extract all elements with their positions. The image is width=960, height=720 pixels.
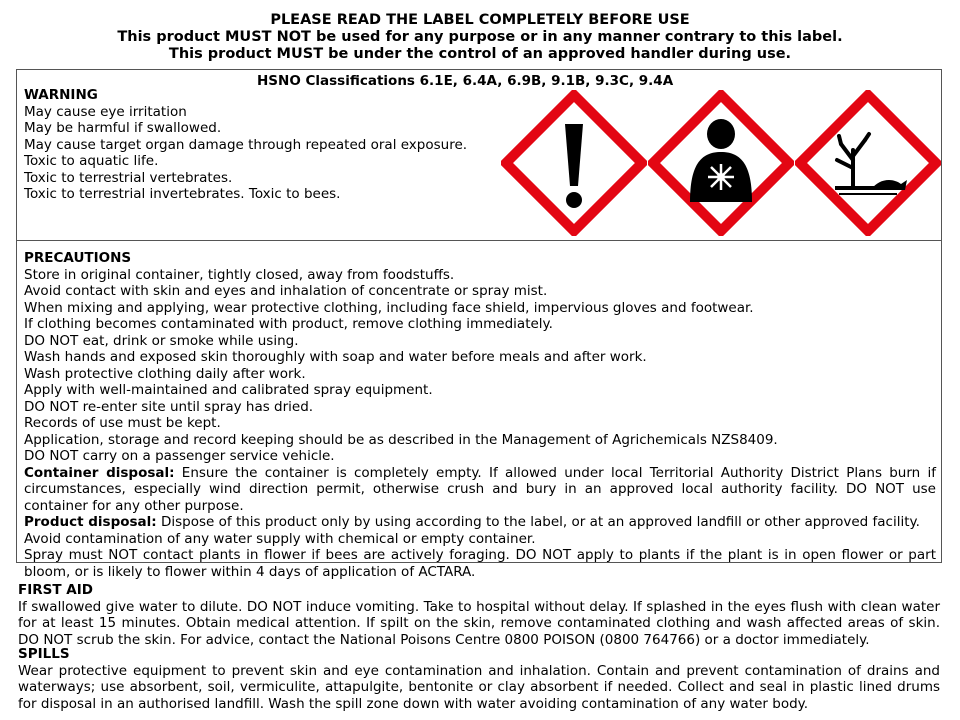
first-aid-section bbox=[18, 582, 940, 648]
precautions-box bbox=[16, 241, 942, 580]
container-disposal bbox=[24, 465, 936, 515]
precaution-line: DO NOT eat, drink or smoke while using. bbox=[24, 332, 299, 349]
precautions-section bbox=[24, 250, 936, 580]
precautions-title: PRECAUTIONS bbox=[24, 250, 132, 266]
precaution-line: Avoid contamination of any water supply with chemical or empty container. bbox=[24, 530, 536, 547]
first-aid-text: If swallowed give water to dilute. DO NOT induce vomiting. Take to hospital without delay. If splashed in the eyes flush with clean water for at least 15 minutes. Obtain medical attention. If spilt on the skin, remove contaminated clothing and wash affected areas of skin. DO NOT scrub the skin. For advice, contact the National Poisons Centre 0800 POISON (0800 764766) or a doctor immediately. bbox=[18, 598, 940, 648]
warning-title: WARNING bbox=[24, 87, 98, 103]
precaution-line: Apply with well-maintained and calibrated spray equipment. bbox=[24, 382, 433, 398]
precaution-line: Wash protective clothing daily after work. bbox=[24, 365, 306, 382]
ghs-pictograms bbox=[501, 90, 941, 236]
warning-line: Toxic to terrestrial invertebrates. Toxic to bees. bbox=[24, 186, 341, 202]
header-line-2: This product MUST NOT be used for any purpose or in any manner contrary to this label. bbox=[117, 29, 843, 45]
hazard-box bbox=[16, 69, 942, 241]
label-header bbox=[0, 12, 960, 63]
environment-icon bbox=[795, 90, 941, 236]
precaution-line: DO NOT carry on a passenger service vehicle. bbox=[24, 448, 335, 464]
spills-title: SPILLS bbox=[18, 646, 70, 662]
precaution-line: DO NOT re-enter site until spray has dried. bbox=[24, 398, 314, 415]
warning-section bbox=[24, 87, 467, 203]
precaution-line: When mixing and applying, wear protective clothing, including face shield, impervious gloves and footwear. bbox=[24, 299, 754, 316]
warning-line: May cause eye irritation bbox=[24, 103, 187, 120]
spills-text: Wear protective equipment to prevent skin and eye contamination and inhalation. Contain and prevent contamination of drains and waterways; use absorbent, soil, vermiculite, attapulgite, bentonite or clay absorbent if needed. Collect and seal in plastic lined drums for disposal in an authorised landfill. Wash the spill zone down with water avoiding contamination of any water body. bbox=[18, 662, 940, 712]
container-disposal-text: Ensure the container is completely empty. If allowed under local Territorial Authority District Plans burn if circumstances, especially wind direction permit, otherwise crush and bury in an approved local authority facility. DO NOT use container for any other purpose. bbox=[24, 464, 937, 514]
precaution-line: Store in original container, tightly closed, away from foodstuffs. bbox=[24, 266, 455, 283]
container-disposal-label: Container disposal: bbox=[24, 464, 175, 481]
warning-line: Toxic to terrestrial vertebrates. bbox=[24, 169, 233, 186]
precaution-line: If clothing becomes contaminated with product, remove clothing immediately. bbox=[24, 316, 553, 332]
header-line-1: PLEASE READ THE LABEL COMPLETELY BEFORE USE bbox=[270, 12, 690, 28]
exclamation-mark-icon bbox=[501, 90, 647, 236]
first-aid-title: FIRST AID bbox=[18, 582, 93, 598]
precaution-line: Records of use must be kept. bbox=[24, 415, 221, 431]
product-disposal-text: Dispose of this product only by using according to the label, or at an approved landfill or other approved facility. bbox=[161, 514, 920, 530]
header-line-3: This product MUST be under the control of an approved handler during use. bbox=[168, 46, 792, 62]
warning-line: May be harmful if swallowed. bbox=[24, 120, 222, 136]
product-disposal bbox=[24, 514, 936, 531]
product-disposal-label: Product disposal: bbox=[24, 514, 157, 530]
hsno-classifications: HSNO Classifications 6.1E, 6.4A, 6.9B, 9.1B, 9.3C, 9.4A bbox=[257, 73, 674, 89]
spills-section bbox=[18, 646, 940, 712]
warning-line: Toxic to aquatic life. bbox=[24, 153, 159, 169]
warning-line: May cause target organ damage through repeated oral exposure. bbox=[24, 136, 468, 153]
health-hazard-icon bbox=[648, 90, 794, 236]
precaution-line: Wash hands and exposed skin thoroughly with soap and water before meals and after work. bbox=[24, 349, 647, 365]
spray-warning: Spray must NOT contact plants in flower if bees are actively foraging. DO NOT apply to plants if the plant is in open flower or part bloom, or is likely to flower within 4 days of application of ACTARA. bbox=[24, 547, 936, 580]
precaution-line: Application, storage and record keeping should be as described in the Management of Agrichemicals NZS8409. bbox=[24, 431, 778, 448]
precaution-line: Avoid contact with skin and eyes and inhalation of concentrate or spray mist. bbox=[24, 283, 548, 299]
